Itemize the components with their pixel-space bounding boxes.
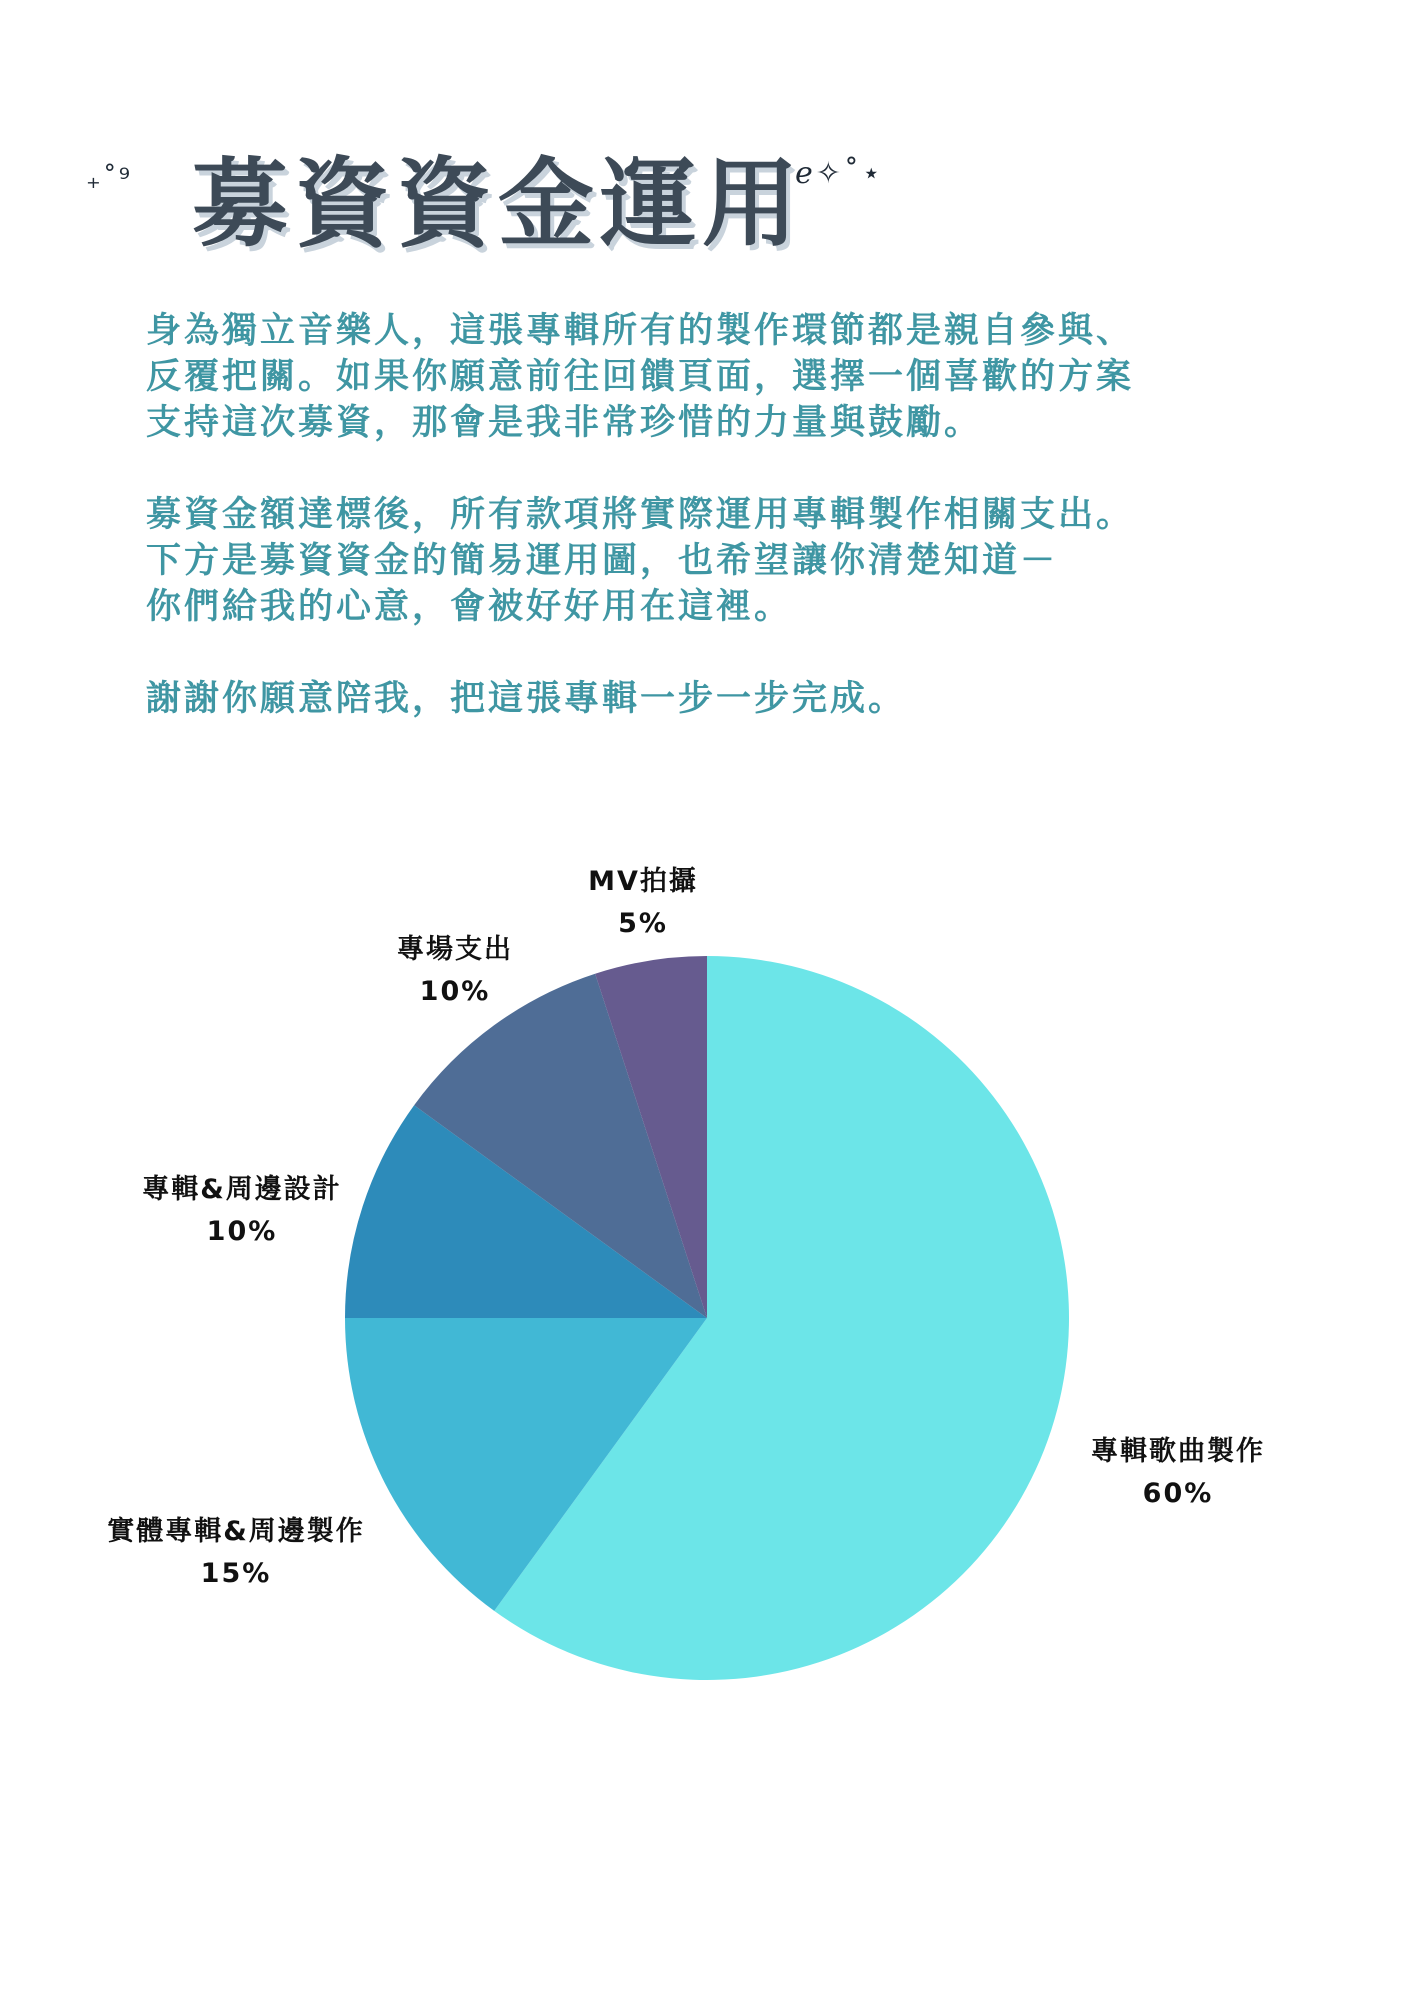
title-row	[0, 120, 1414, 260]
intro-paragraph-1	[146, 308, 1286, 446]
slice-category-label: MV拍攝	[588, 866, 698, 897]
slice-category-label: 專場支出	[397, 934, 513, 965]
sparkle-decoration-right: ℯ✧˚⋆	[795, 156, 884, 191]
sparkle-decoration-left: ₊˚⁹	[86, 162, 133, 195]
slice-category-label: 實體專輯&周邊製作	[107, 1516, 365, 1547]
slice-value-label: 10%	[206, 1216, 278, 1247]
intro-line: 身為獨立音樂人，這張專輯所有的製作環節都是親自參與、	[146, 311, 1135, 351]
slice-value-label: 5%	[618, 908, 668, 939]
slice-category-label: 專輯&周邊設計	[142, 1174, 342, 1205]
page-title: 募資資金運用	[192, 148, 804, 260]
intro-line: 支持這次募資，那會是我非常珍惜的力量與鼓勵。	[146, 403, 983, 443]
intro-line: 募資金額達標後，所有款項將實際運用專輯製作相關支出。	[146, 495, 1135, 535]
intro-text	[146, 308, 1286, 722]
slice-category-label: 專輯歌曲製作	[1091, 1436, 1265, 1467]
intro-paragraph-3	[146, 676, 1286, 722]
intro-line: 謝謝你願意陪我，把這張專輯一步一步完成。	[146, 679, 907, 719]
intro-line: 下方是募資資金的簡易運用圖，也希望讓你清楚知道－	[146, 541, 1059, 581]
slice-value-label: 15%	[200, 1558, 272, 1589]
intro-line: 你們給我的心意，會被好好用在這裡。	[146, 587, 793, 627]
slice-value-label: 60%	[1142, 1478, 1214, 1509]
intro-paragraph-2	[146, 492, 1286, 630]
slice-value-label: 10%	[419, 976, 491, 1007]
intro-line: 反覆把關。如果你願意前往回饋頁面，選擇一個喜歡的方案	[146, 357, 1135, 397]
budget-pie-chart	[0, 840, 1414, 1740]
